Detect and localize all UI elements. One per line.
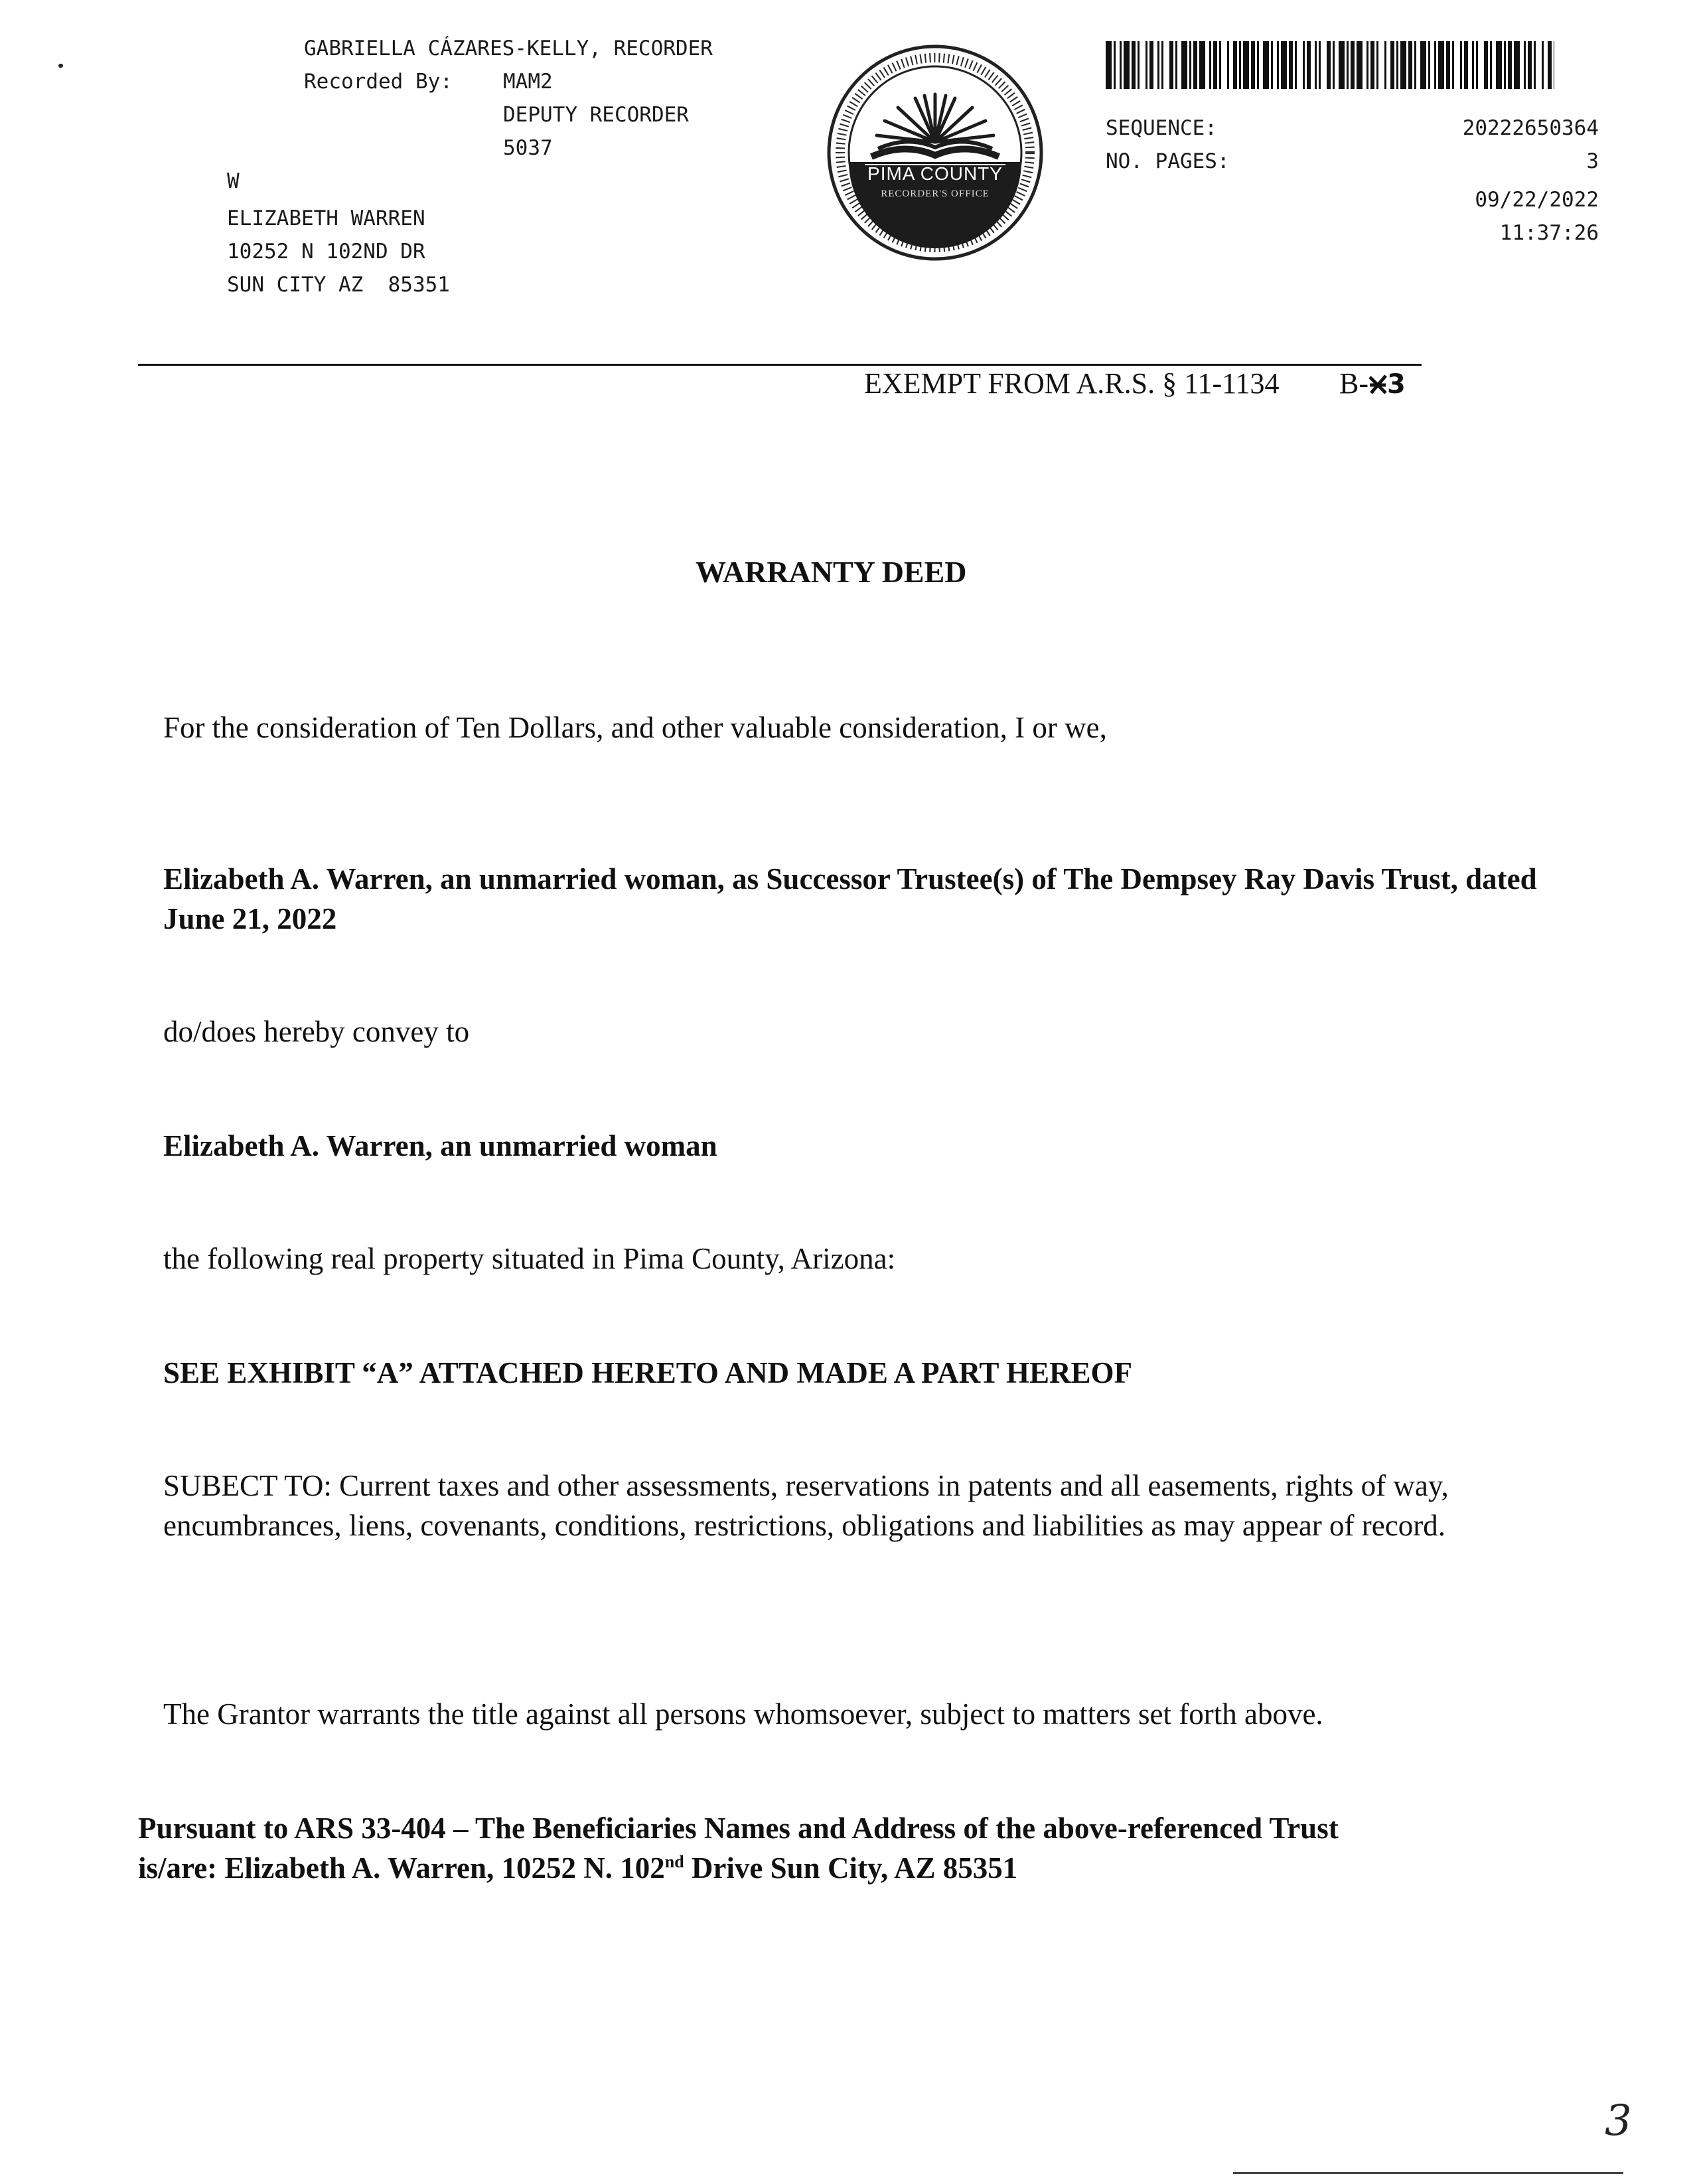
barcode-bar xyxy=(1339,41,1345,89)
barcode-bar xyxy=(1199,41,1205,89)
barcode-bar xyxy=(1390,41,1394,89)
barcode-bar xyxy=(1534,41,1536,89)
pursuant-line-2-sup: nd xyxy=(664,1852,684,1871)
barcode-bar xyxy=(1428,41,1430,89)
barcode-bar xyxy=(1233,41,1237,89)
handwritten-strikeout-icon xyxy=(1368,373,1387,396)
barcode-bar xyxy=(1263,41,1269,89)
scan-mark xyxy=(58,64,63,68)
barcode-bar xyxy=(1528,41,1532,89)
barcode-bar xyxy=(1347,41,1349,89)
barcode-bar xyxy=(1438,41,1444,89)
pursuant-line-1: Pursuant to ARS 33-404 – The Beneficiaries Names and Address of the above-referenced Trust xyxy=(138,1812,1339,1845)
exhibit-reference: SEE EXHIBIT “A” ATTACHED HERETO AND MADE A PART HEREOF xyxy=(163,1356,1132,1389)
barcode-bar xyxy=(1514,41,1520,89)
barcode-bar xyxy=(1271,41,1273,89)
barcode-bar xyxy=(1542,41,1544,89)
pursuant-line-2-main: is/are: Elizabeth A. Warren, 10252 N. 102 xyxy=(138,1851,665,1885)
barcode-bar xyxy=(1257,41,1259,89)
barcode-bar xyxy=(1408,41,1412,89)
subject-to-text: SUBECT TO: Current taxes and other assessments, reservations in patents and all easements, rights of way, encumbrances, liens, covenants, conditions, restrictions, obligations and liabilities as may appear of record. xyxy=(163,1469,1449,1542)
barcode-bar xyxy=(1161,41,1163,89)
barcode-bar xyxy=(1120,41,1122,89)
barcode-bar xyxy=(1524,41,1526,89)
record-date: 09/22/2022 xyxy=(1475,188,1599,212)
barcode-bar xyxy=(1149,41,1153,89)
mail-code: W xyxy=(227,169,240,193)
pursuant-line-2-tail: Drive Sun City, AZ 85351 xyxy=(684,1851,1018,1885)
recorder-name: GABRIELLA CÁZARES-KELLY, RECORDER xyxy=(304,37,713,60)
barcode-bar xyxy=(1446,41,1450,89)
barcode-bar xyxy=(1106,41,1112,89)
bottom-edge-line xyxy=(1233,2172,1623,2174)
barcode-bar xyxy=(1303,41,1305,89)
barcode-bar xyxy=(1370,41,1374,89)
exempt-code-handwritten: 3 xyxy=(1387,369,1406,400)
barcode-bar xyxy=(1452,41,1454,89)
barcode-bar xyxy=(1496,41,1502,89)
return-name: ELIZABETH WARREN xyxy=(227,206,425,230)
barcode-bar xyxy=(1289,41,1293,89)
pursuant-line-2 xyxy=(138,1848,1017,1888)
barcode-bar xyxy=(1490,41,1492,89)
record-time: 11:37:26 xyxy=(1499,221,1599,245)
barcode-bar xyxy=(1366,41,1368,89)
barcode-bar xyxy=(1213,41,1217,89)
barcode-bar xyxy=(1464,41,1468,89)
pages-label: NO. PAGES: xyxy=(1106,149,1230,173)
barcode-bar xyxy=(1484,41,1488,89)
pima-county-seal-icon xyxy=(825,42,1045,263)
sequence-label: SEQUENCE: xyxy=(1106,116,1217,140)
barcode-bar xyxy=(1277,41,1279,89)
barcode-bar xyxy=(1327,41,1331,89)
barcode-bar xyxy=(1472,41,1474,89)
exempt-code-prefix: B- xyxy=(1339,367,1368,400)
handwritten-page-mark: 3 xyxy=(1605,2096,1632,2145)
deputy-title: DEPUTY RECORDER xyxy=(503,103,689,127)
barcode-bar xyxy=(1175,41,1177,89)
barcode-bar xyxy=(1219,41,1221,89)
barcode-bar xyxy=(1351,41,1355,89)
barcode-bar xyxy=(1376,41,1378,89)
barcode-bar xyxy=(1307,41,1311,89)
barcode-bar xyxy=(1243,41,1249,89)
exempt-strikeout xyxy=(1368,368,1387,390)
barcode-bar xyxy=(1281,41,1287,89)
barcode-graphic xyxy=(1106,41,1554,89)
seal-title: PIMA COUNTY xyxy=(867,163,1003,184)
barcode-bar xyxy=(1114,41,1116,89)
barcode-bar xyxy=(1295,41,1297,89)
barcode-bar xyxy=(1132,41,1136,89)
warranty-text: The Grantor warrants the title against all persons whomsoever, subject to matters set forth above. xyxy=(163,1697,1323,1731)
seal-subtitle: RECORDER'S OFFICE xyxy=(881,189,990,199)
barcode-bar xyxy=(1209,41,1211,89)
barcode-bar xyxy=(1476,41,1478,89)
deed-title: WARRANTY DEED xyxy=(696,555,967,589)
barcode-bar xyxy=(1396,41,1398,89)
barcode xyxy=(1106,41,1554,89)
barcode-bar xyxy=(1504,41,1506,89)
barcode-bar xyxy=(1548,41,1552,89)
barcode-bar xyxy=(1193,41,1197,89)
grantee-text: Elizabeth A. Warren, an unmarried woman xyxy=(163,1129,717,1162)
barcode-bar xyxy=(1357,41,1363,89)
barcode-bar xyxy=(1145,41,1147,89)
return-street: 10252 N 102ND DR xyxy=(227,240,425,264)
barcode-bar xyxy=(1414,41,1416,89)
barcode-bar xyxy=(1384,41,1386,89)
barcode-bar xyxy=(1420,41,1426,89)
barcode-bar xyxy=(1239,41,1241,89)
barcode-bar xyxy=(1315,41,1317,89)
return-city: SUN CITY AZ 85351 xyxy=(227,273,450,297)
consideration-text: For the consideration of Ten Dollars, and other valuable consideration, I or we, xyxy=(163,711,1107,744)
barcode-bar xyxy=(1251,41,1255,89)
barcode-bar xyxy=(1319,41,1321,89)
barcode-bar xyxy=(1157,41,1159,89)
pages-value: 3 xyxy=(1586,149,1599,173)
barcode-bar xyxy=(1460,41,1462,89)
barcode-bar xyxy=(1169,41,1173,89)
barcode-bar xyxy=(1434,41,1436,89)
barcode-bar xyxy=(1508,41,1512,89)
barcode-bar xyxy=(1181,41,1187,89)
recorded-by-value: MAM2 xyxy=(503,70,553,94)
exempt-code xyxy=(1339,365,1406,403)
sequence-value: 20222650364 xyxy=(1462,116,1599,140)
barcode-bar xyxy=(1333,41,1335,89)
barcode-bar xyxy=(1189,41,1191,89)
barcode-bar xyxy=(1227,41,1229,89)
exempt-statement: EXEMPT FROM A.R.S. § 11-1134 xyxy=(864,367,1280,400)
barcode-bar xyxy=(1400,41,1406,89)
grantor-text: Elizabeth A. Warren, an unmarried woman, as Successor Trustee(s) of The Dempsey Ray Davis Trust, dated June 21, 2022 xyxy=(163,862,1537,935)
deputy-number: 5037 xyxy=(503,136,553,160)
recorded-by-label: Recorded By: xyxy=(304,70,453,94)
convey-text: do/does hereby convey to xyxy=(163,1015,470,1048)
property-intro: the following real property situated in Pima County, Arizona: xyxy=(163,1242,896,1275)
barcode-bar xyxy=(1138,41,1140,89)
seal-graphic xyxy=(825,42,1045,263)
barcode-bar xyxy=(1124,41,1130,89)
